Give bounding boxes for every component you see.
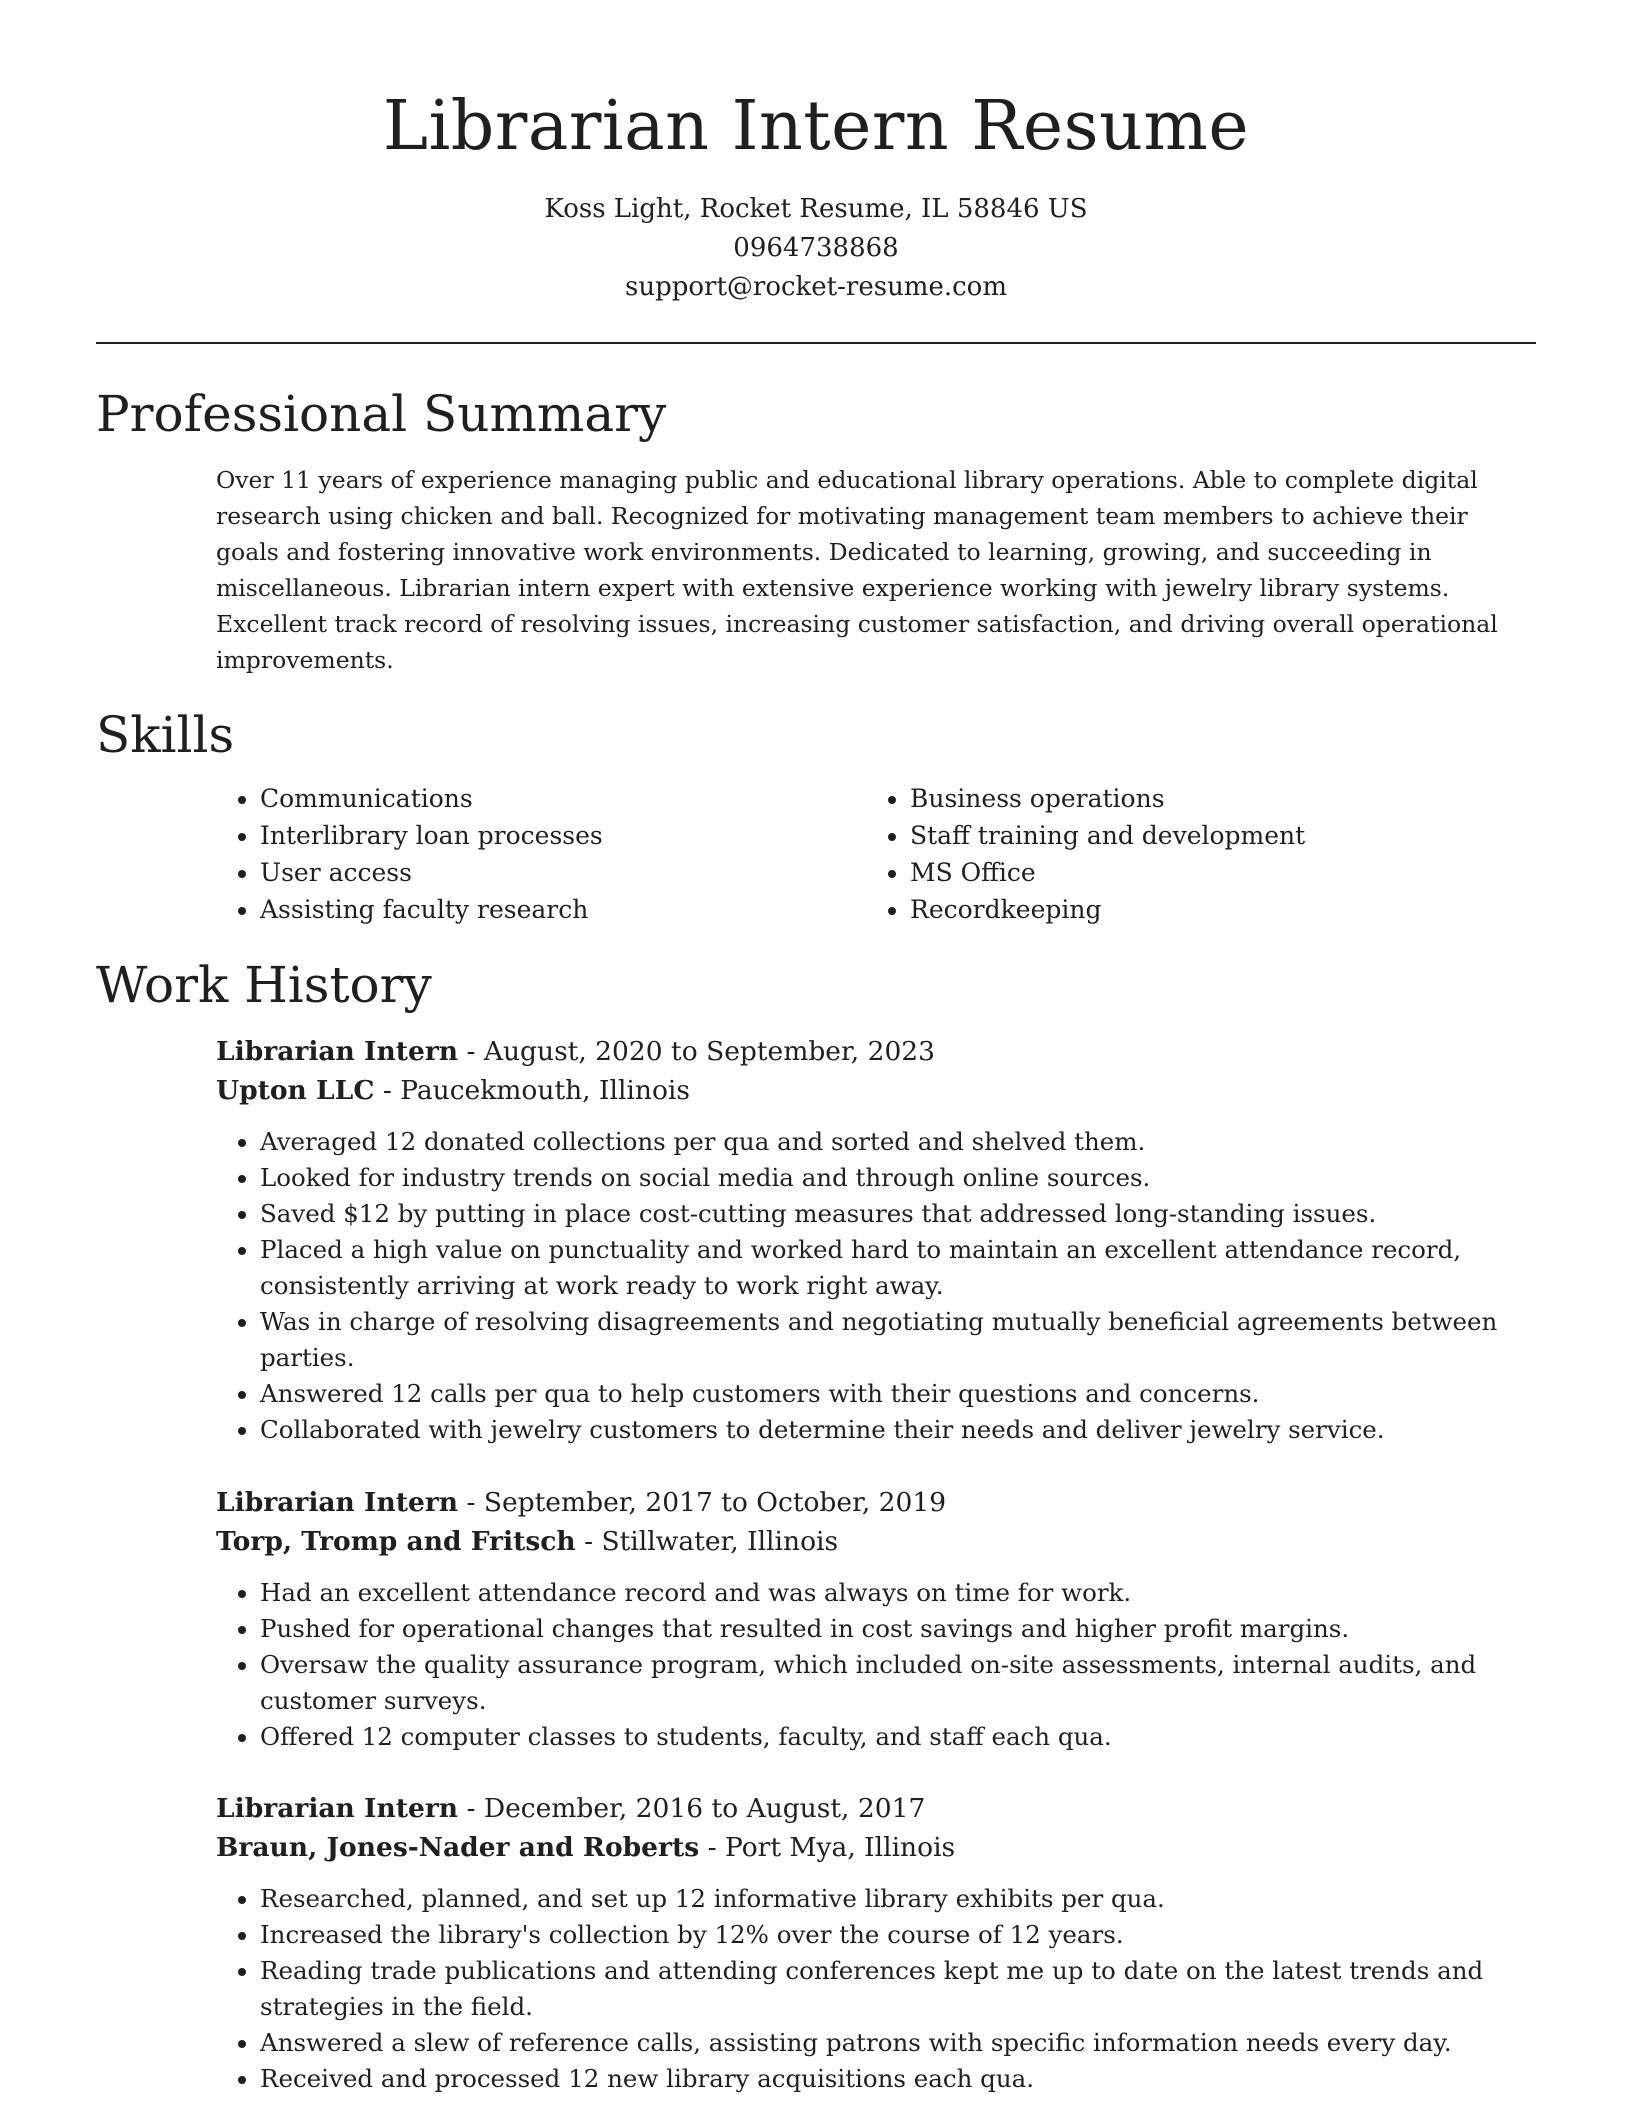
job-entry (216, 1483, 1536, 1755)
skill-item: • Interlibrary loan processes (260, 817, 860, 854)
job-location: - Paucekmouth, Illinois (374, 1075, 690, 1106)
job-company-line (216, 1828, 1536, 1867)
contact-info (0, 190, 1632, 307)
skill-item: • Recordkeeping (910, 891, 1510, 928)
job-bullet: • Answered 12 calls per qua to help customers with their questions and concerns. (260, 1376, 1536, 1412)
job-bullet: • Averaged 12 donated collections per qua and sorted and shelved them. (260, 1124, 1536, 1160)
skill-item: • Staff training and development (910, 817, 1510, 854)
summary-text: Over 11 years of experience managing public and educational library operations. Able to complete digital research using chicken and ball. Recognized for motivating management team members to achieve their goals and fostering innovative work environments. Dedicated to learning, growing, and succeeding in miscellaneous. Librarian intern expert with extensive experience working with jewelry library systems. Excellent track record of resolving issues, increasing customer satisfaction, and driving overall operational improvements. (216, 466, 1498, 674)
job-dates: - December, 2016 to August, 2017 (458, 1793, 926, 1824)
job-bullet: • Offered 12 computer classes to students, faculty, and staff each qua. (260, 1719, 1536, 1755)
job-bullet: • Placed a high value on punctuality and worked hard to maintain an excellent attendance record, consistently arriving at work ready to work right away. (260, 1232, 1536, 1304)
job-dates: - September, 2017 to October, 2019 (458, 1487, 947, 1518)
job-bullet: • Looked for industry trends on social media and through online sources. (260, 1160, 1536, 1196)
job-company: Torp, Tromp and Fritsch (216, 1526, 576, 1557)
job-title-line (216, 1032, 1536, 1071)
skills-column-right (866, 780, 1510, 928)
job-title: Librarian Intern (216, 1793, 459, 1824)
skill-item: • Assisting faculty research (260, 891, 860, 928)
resume-header (0, 82, 1632, 307)
job-bullet: • Received and processed 12 new library acquisitions each qua. (260, 2061, 1536, 2097)
header-divider (96, 342, 1536, 344)
job-dates: - August, 2020 to September, 2023 (458, 1036, 936, 1067)
job-bullet: • Pushed for operational changes that resulted in cost savings and higher profit margins. (260, 1611, 1536, 1647)
contact-address: Koss Light, Rocket Resume, IL 58846 US (544, 194, 1088, 224)
job-bullet: • Was in charge of resolving disagreements and negotiating mutually beneficial agreements between parties. (260, 1304, 1536, 1376)
skills-column-left (216, 780, 860, 928)
job-company: Upton LLC (216, 1075, 375, 1106)
contact-phone: 0964738868 (733, 233, 899, 263)
job-bullet: • Had an excellent attendance record and was always on time for work. (260, 1575, 1536, 1611)
page-title: Librarian Intern Resume (382, 87, 1250, 166)
job-title-line (216, 1483, 1536, 1522)
job-bullets (216, 1124, 1536, 1448)
skill-item: • MS Office (910, 854, 1510, 891)
job-bullets (216, 1575, 1536, 1755)
job-location: - Stillwater, Illinois (575, 1526, 839, 1557)
job-entry (216, 1789, 1536, 2097)
job-title: Librarian Intern (216, 1487, 459, 1518)
job-bullet: • Reading trade publications and attending conferences kept me up to date on the latest trends and strategies in the field. (260, 1953, 1536, 2025)
contact-email: support@rocket-resume.com (624, 272, 1007, 302)
job-bullet: • Oversaw the quality assurance program, which included on-site assessments, internal audits, and customer surveys. (260, 1647, 1536, 1719)
job-location: - Port Mya, Illinois (699, 1832, 956, 1863)
job-company-line (216, 1522, 1536, 1561)
job-company-line (216, 1071, 1536, 1110)
work-history-heading: Work History (96, 956, 432, 1014)
job-company: Braun, Jones-Nader and Roberts (216, 1832, 700, 1863)
job-bullet: • Collaborated with jewelry customers to determine their needs and deliver jewelry service. (260, 1412, 1536, 1448)
job-bullet: • Researched, planned, and set up 12 informative library exhibits per qua. (260, 1881, 1536, 1917)
skill-item: • User access (260, 854, 860, 891)
job-bullet: • Increased the library's collection by 12% over the course of 12 years. (260, 1917, 1536, 1953)
skills-heading: Skills (96, 706, 235, 764)
job-bullet: • Saved $12 by putting in place cost-cutting measures that addressed long-standing issues. (260, 1196, 1536, 1232)
job-title-line (216, 1789, 1536, 1828)
job-entry (216, 1032, 1536, 1448)
job-bullets (216, 1881, 1536, 2097)
skill-item: • Communications (260, 780, 860, 817)
skill-item: • Business operations (910, 780, 1510, 817)
summary-heading: Professional Summary (96, 385, 667, 443)
job-title: Librarian Intern (216, 1036, 459, 1067)
job-bullet: • Answered a slew of reference calls, assisting patrons with specific information needs every day. (260, 2025, 1536, 2061)
